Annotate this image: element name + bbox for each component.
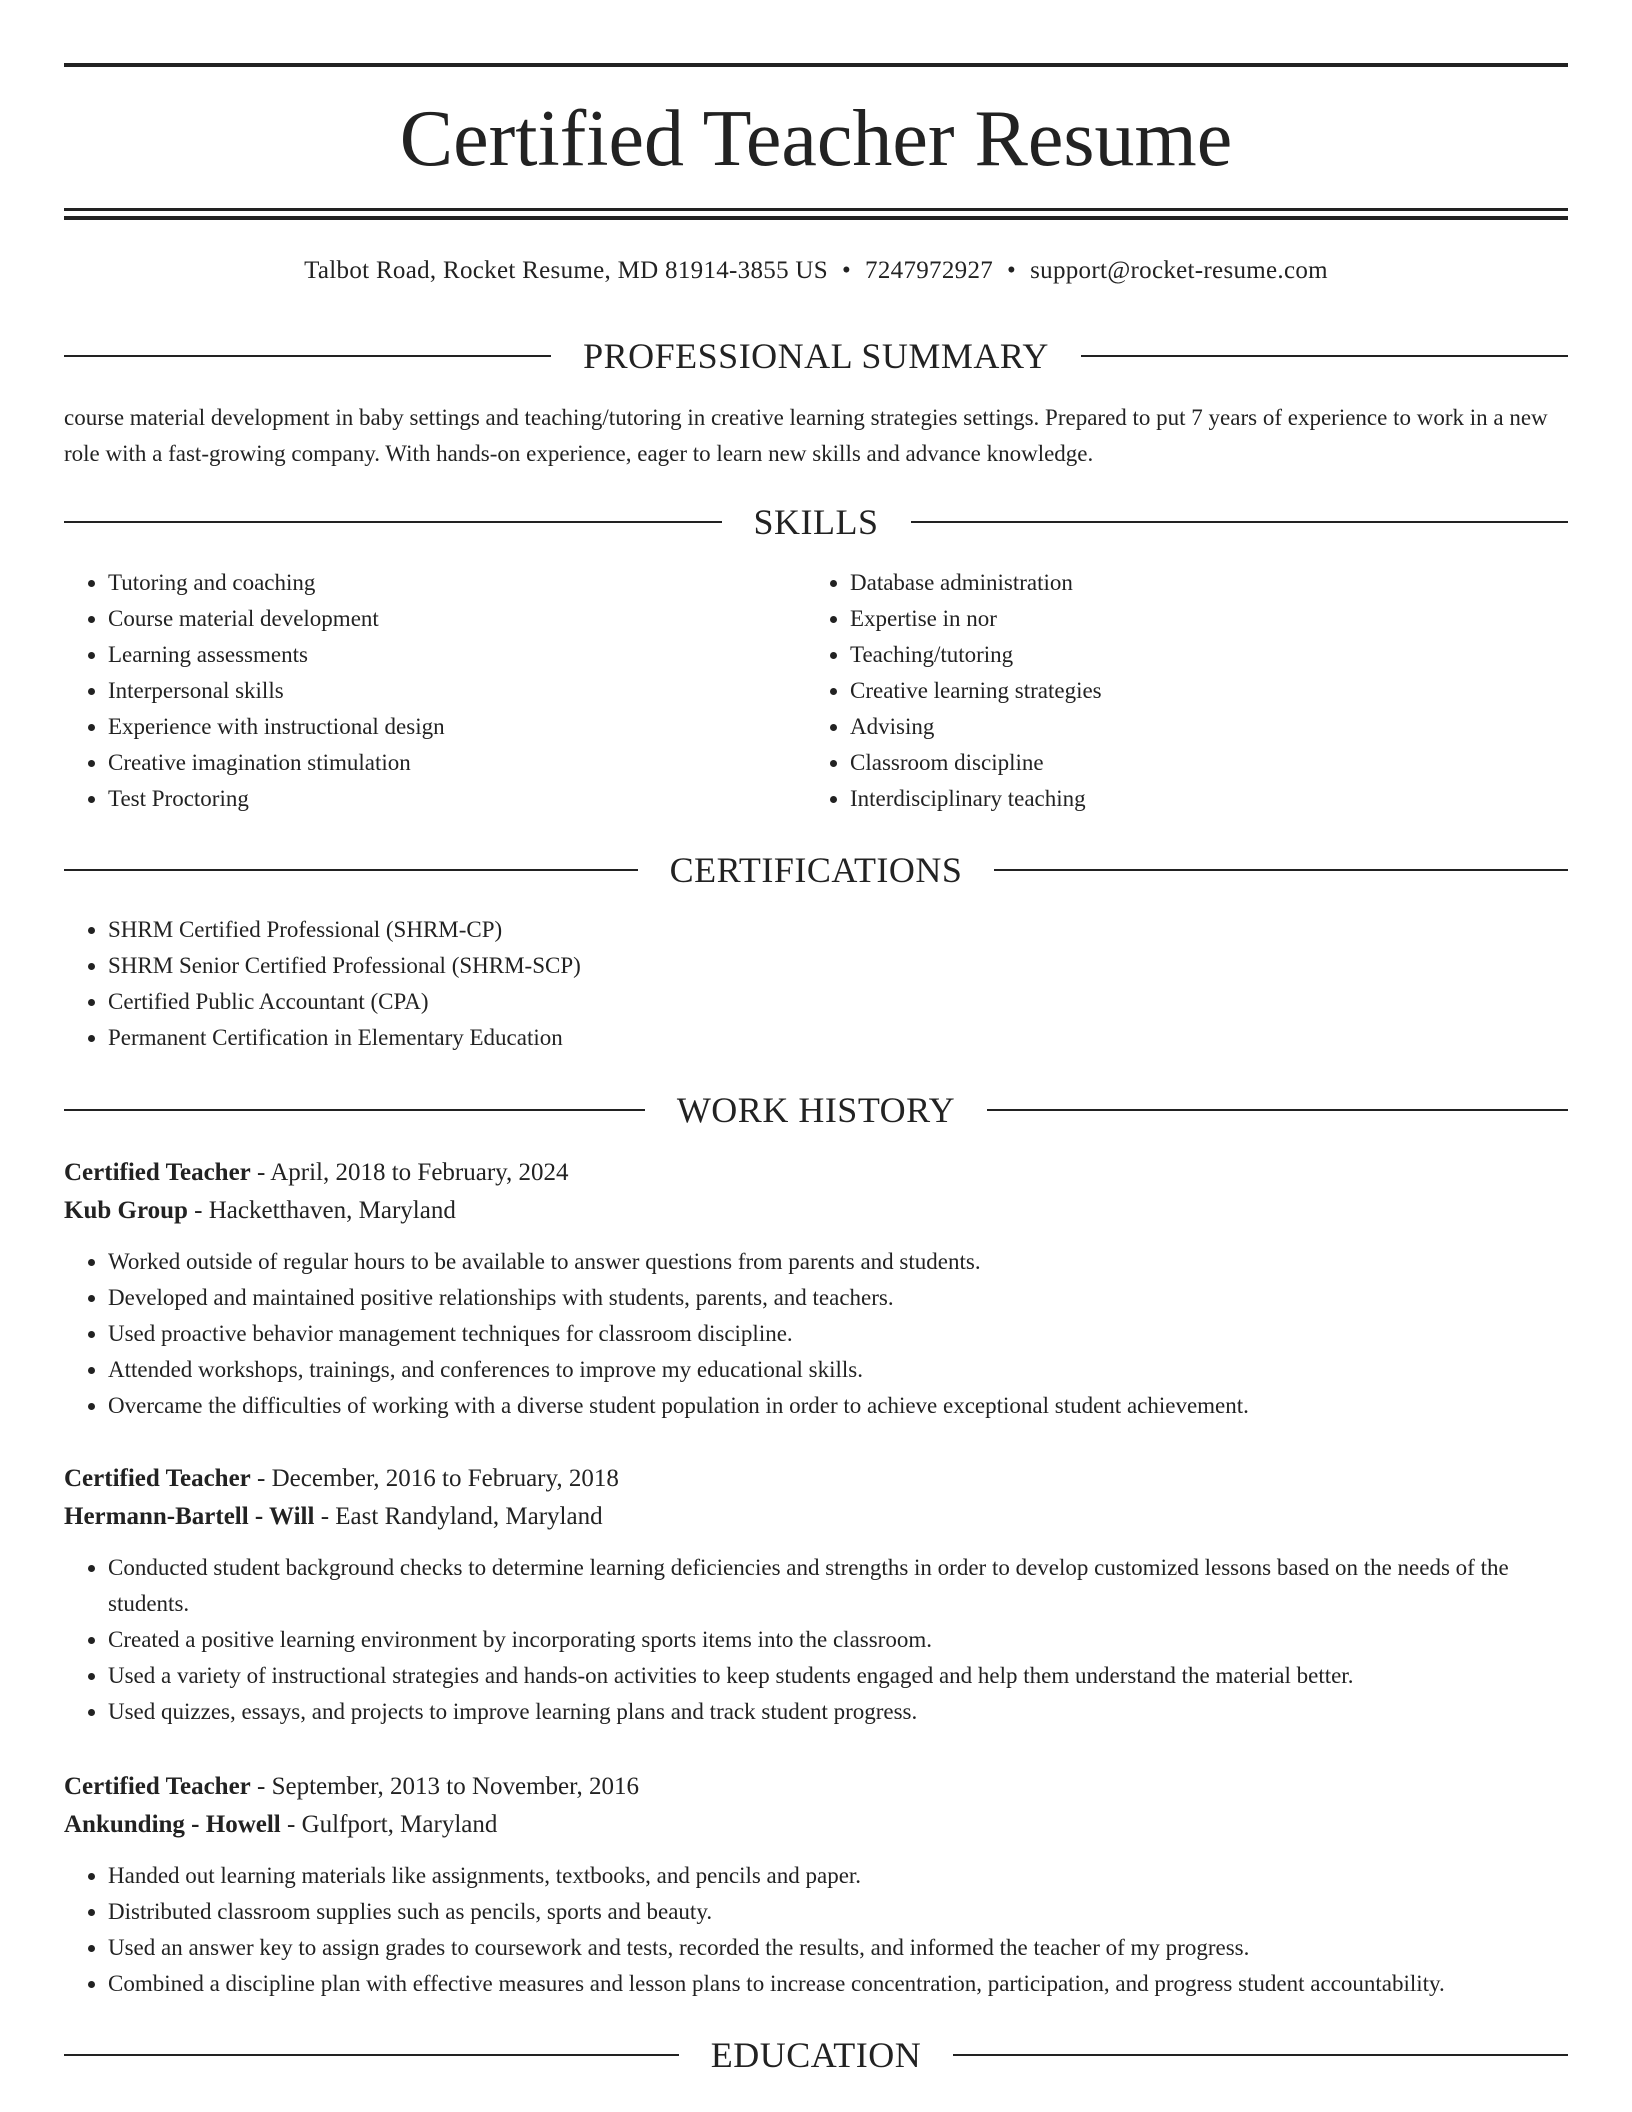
job-dates: - December, 2016 to February, 2018 bbox=[250, 1465, 619, 1492]
section-title: CERTIFICATIONS bbox=[669, 850, 963, 890]
job-company: Hermann-Bartell - Will bbox=[64, 1503, 315, 1530]
skill-item: • Experience with instructional design bbox=[108, 709, 764, 745]
section-rule bbox=[64, 2054, 679, 2056]
contact-line bbox=[64, 255, 1568, 287]
section-header-work-history bbox=[64, 1090, 1568, 1130]
skill-item: • Classroom discipline bbox=[850, 745, 1506, 781]
job-title: Certified Teacher bbox=[64, 1465, 251, 1492]
job-location: - Gulfport, Maryland bbox=[280, 1811, 498, 1838]
contact-separator: • bbox=[1007, 257, 1017, 284]
certification-item: • SHRM Senior Certified Professional (SHRM-SCP) bbox=[108, 948, 1464, 984]
section-rule bbox=[987, 1109, 1568, 1111]
section-header-certifications bbox=[64, 850, 1568, 890]
job-bullet: • Used quizzes, essays, and projects to improve learning plans and track student progress. bbox=[108, 1694, 1568, 1730]
job-dates: - April, 2018 to February, 2024 bbox=[250, 1159, 569, 1186]
section-title: EDUCATION bbox=[710, 2035, 922, 2075]
contact-email: support@rocket-resume.com bbox=[1030, 257, 1328, 284]
job-title-line bbox=[64, 1154, 1568, 1192]
skill-item: • Interpersonal skills bbox=[108, 673, 764, 709]
skill-item: • Creative imagination stimulation bbox=[108, 745, 764, 781]
section-title: WORK HISTORY bbox=[676, 1090, 956, 1130]
job-bullet: • Conducted student background checks to determine learning deficiencies and strengths in order to develop customized lessons based on the needs of the students. bbox=[108, 1550, 1568, 1622]
job-company-line bbox=[64, 1806, 1568, 1844]
section-rule bbox=[64, 869, 638, 871]
section-title: SKILLS bbox=[753, 502, 879, 542]
job-bullet: • Combined a discipline plan with effective measures and lesson plans to increase concentration, participation, and progress student accountability. bbox=[108, 1966, 1568, 2002]
top-rule bbox=[64, 63, 1568, 67]
section-rule bbox=[64, 1109, 645, 1111]
job-bullet: • Attended workshops, trainings, and conferences to improve my educational skills. bbox=[108, 1352, 1568, 1388]
section-rule bbox=[911, 521, 1569, 523]
skill-item: • Database administration bbox=[850, 565, 1506, 601]
skill-item: • Tutoring and coaching bbox=[108, 565, 764, 601]
skill-item: • Learning assessments bbox=[108, 637, 764, 673]
job-company: Kub Group bbox=[64, 1197, 188, 1224]
contact-separator: • bbox=[841, 257, 852, 284]
job-bullet: • Overcame the difficulties of working with a diverse student population in order to achieve exceptional student achievement. bbox=[108, 1388, 1568, 1424]
job-bullet: • Handed out learning materials like assignments, textbooks, and pencils and paper. bbox=[108, 1858, 1568, 1894]
job-title-line bbox=[64, 1768, 1568, 1806]
skill-item: • Creative learning strategies bbox=[850, 673, 1506, 709]
job-title-line bbox=[64, 1460, 1568, 1498]
job-company-line bbox=[64, 1192, 1568, 1230]
certification-item: • SHRM Certified Professional (SHRM-CP) bbox=[108, 912, 1464, 948]
section-rule bbox=[1081, 355, 1568, 357]
skill-item: • Test Proctoring bbox=[108, 781, 764, 817]
section-rule bbox=[64, 521, 722, 523]
job-bullet: • Used a variety of instructional strategies and hands-on activities to keep students engaged and help them understand the material better. bbox=[108, 1658, 1568, 1694]
section-title: PROFESSIONAL SUMMARY bbox=[583, 336, 1049, 376]
contact-address: Talbot Road, Rocket Resume, MD 81914-3855 US bbox=[304, 257, 828, 284]
job-location: - Hacketthaven, Maryland bbox=[187, 1197, 456, 1224]
skill-item: • Interdisciplinary teaching bbox=[850, 781, 1506, 817]
job-company: Ankunding - Howell bbox=[64, 1811, 281, 1838]
job-entry bbox=[64, 1460, 1568, 1730]
job-company-line bbox=[64, 1498, 1568, 1536]
job-dates: - September, 2013 to November, 2016 bbox=[250, 1773, 639, 1800]
skills-column-left bbox=[64, 565, 764, 817]
job-bullet: • Worked outside of regular hours to be available to answer questions from parents and students. bbox=[108, 1244, 1568, 1280]
certification-item: • Permanent Certification in Elementary Education bbox=[108, 1020, 1464, 1056]
skills-column-right bbox=[806, 565, 1506, 817]
section-rule bbox=[64, 355, 551, 357]
job-bullet: • Used proactive behavior management techniques for classroom discipline. bbox=[108, 1316, 1568, 1352]
job-bullet: • Distributed classroom supplies such as pencils, sports and beauty. bbox=[108, 1894, 1568, 1930]
job-title: Certified Teacher bbox=[64, 1773, 251, 1800]
job-bullet: • Used an answer key to assign grades to coursework and tests, recorded the results, and informed the teacher of my progress. bbox=[108, 1930, 1568, 1966]
section-header-skills bbox=[64, 502, 1568, 542]
job-bullet: • Developed and maintained positive relationships with students, parents, and teachers. bbox=[108, 1280, 1568, 1316]
skill-item: • Expertise in nor bbox=[850, 601, 1506, 637]
job-entry bbox=[64, 1768, 1568, 2002]
resume-title: Certified Teacher Resume bbox=[399, 95, 1233, 183]
skill-item: • Course material development bbox=[108, 601, 764, 637]
summary-text: course material development in baby settings and teaching/tutoring in creative learning strategies settings. Prepared to put 7 years of experience to work in a new role with a fast-growing company. With hands-on experience, eager to learn new skills and advance knowledge. bbox=[64, 405, 1548, 466]
job-bullet: • Created a positive learning environment by incorporating sports items into the classroom. bbox=[108, 1622, 1568, 1658]
section-header-education bbox=[64, 2035, 1568, 2075]
section-rule bbox=[953, 2054, 1568, 2056]
certification-item: • Certified Public Accountant (CPA) bbox=[108, 984, 1464, 1020]
job-title: Certified Teacher bbox=[64, 1159, 251, 1186]
skill-item: • Teaching/tutoring bbox=[850, 637, 1506, 673]
certifications-list bbox=[64, 912, 1464, 1056]
skill-item: • Advising bbox=[850, 709, 1506, 745]
title-double-rule bbox=[64, 208, 1568, 220]
job-entry bbox=[64, 1154, 1568, 1424]
contact-phone: 7247972927 bbox=[865, 257, 994, 284]
section-header-summary bbox=[64, 336, 1568, 376]
job-location: - East Randyland, Maryland bbox=[314, 1503, 603, 1530]
section-rule bbox=[994, 869, 1568, 871]
